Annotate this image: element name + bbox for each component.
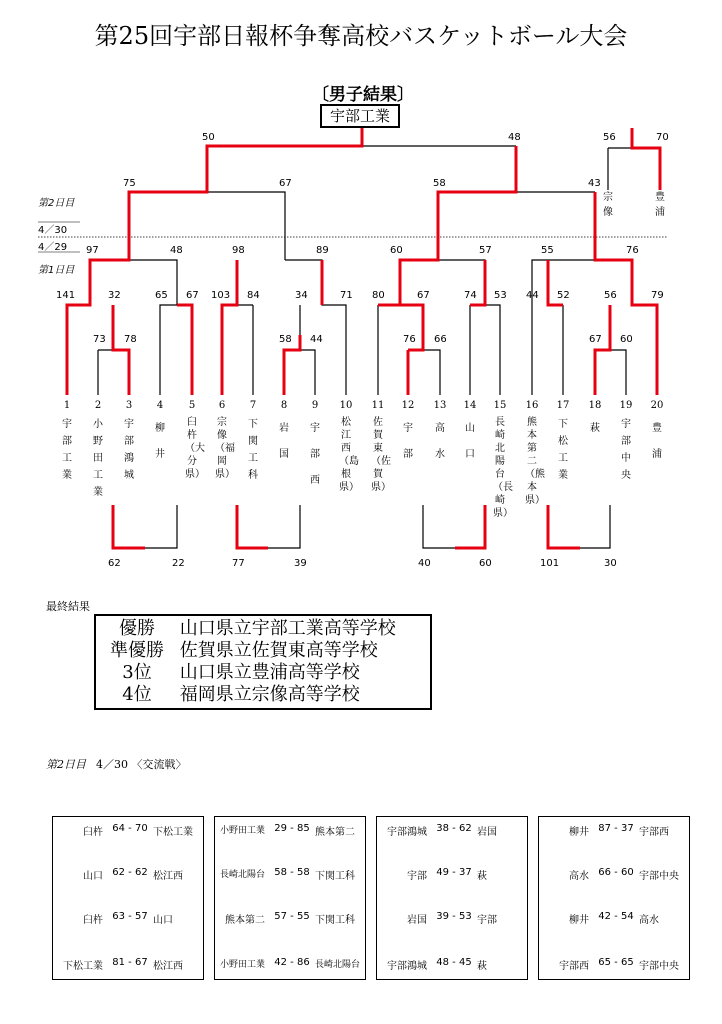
exchange-team: 宇部中央 [639,871,679,882]
exchange-team: 岩国 [407,915,427,926]
score-b-7: 101 [540,558,560,569]
team-number: 3 [125,400,133,411]
score-exhib-right: 70 [656,132,669,143]
score-r2-6: 57 [479,245,492,256]
score-p-3: 58 [279,334,292,345]
score-r1-13: 44 [526,290,539,301]
score-p-6: 66 [434,334,447,345]
exchange-score: 65 - 65 [598,957,634,968]
exchange-team: 山口 [153,915,173,926]
score-r1-4: 67 [186,290,199,301]
exchange-score: 29 - 85 [274,823,310,834]
exchange-team: 小野田工業 [219,960,265,970]
team-name: 臼杵（大分県） [185,417,205,480]
team-name: 松江西（島根県） [339,417,359,493]
exchange-score: 49 - 37 [436,867,472,878]
exchange-team: 宇部中央 [639,961,679,972]
team-number: 14 [463,400,477,411]
team-name: 下関工科 [248,419,258,481]
team-number: 6 [218,400,226,411]
score-qf-a: 75 [123,178,136,189]
score-b-3: 77 [232,558,245,569]
exchange-box [52,816,204,980]
exchange-team: 臼杵 [83,827,103,838]
score-r1-15: 56 [604,290,617,301]
exchange-score: 58 - 58 [274,867,310,878]
exhib-team-left: 宗像 [603,192,613,218]
score-qf-b: 67 [279,178,292,189]
exchange-team: 下松工業 [153,827,193,838]
score-r1-11: 74 [464,290,477,301]
score-b-5: 40 [418,558,431,569]
team-name: 宇部中央 [621,419,631,481]
team-name: 佐賀東（佐賀県） [371,417,391,493]
team-name: 宇部西 [310,423,320,486]
score-r1-5: 103 [211,290,231,301]
score-p-7: 67 [589,334,602,345]
exchange-team: 下関工科 [315,871,355,882]
exchange-box [538,816,690,980]
team-number: 7 [249,400,257,411]
final-school: 佐賀県立佐賀東高等学校 [179,640,378,661]
score-r1-12: 53 [494,290,507,301]
score-r2-3: 98 [232,245,245,256]
score-r2-2: 48 [170,245,183,256]
score-p-1: 73 [93,334,106,345]
team-name: 岩国 [279,423,289,460]
score-p-4: 44 [310,334,323,345]
score-r1-9: 80 [372,290,385,301]
exchange-score: 62 - 62 [112,867,148,878]
team-number: 4 [156,400,164,411]
exchange-team: 萩 [477,961,487,972]
exchange-score: 64 - 70 [112,823,148,834]
score-b-4: 39 [294,558,307,569]
team-number: 11 [371,400,385,411]
team-number: 19 [619,400,633,411]
exchange-score: 38 - 62 [436,823,472,834]
team-name: 豊浦 [652,423,662,460]
exchange-box [214,816,366,980]
team-number: 8 [280,400,288,411]
final-rank: 準優勝 [110,640,164,661]
exchange-score: 81 - 67 [112,957,148,968]
score-exhib-left: 56 [603,132,616,143]
team-name: 高水 [435,423,445,460]
team-number: 10 [339,400,353,411]
final-results-box [94,614,432,710]
exchange-team: 長崎北陽台 [219,870,265,880]
score-r1-7: 34 [295,290,308,301]
team-number: 1 [63,400,71,411]
exchange-team: 柳井 [569,827,589,838]
score-r1-2: 32 [108,290,121,301]
score-r1-1: 141 [56,290,76,301]
score-p-5: 76 [403,334,416,345]
exchange-score: 48 - 45 [436,957,472,968]
score-r2-8: 76 [626,245,639,256]
score-r2-4: 89 [316,245,329,256]
team-number: 5 [188,400,196,411]
final-rank: 4位 [122,684,152,705]
exchange-team: 宇部鴻城 [387,961,427,972]
team-name: 下松工業 [558,419,568,481]
team-name: 宗像（福岡県） [215,417,235,480]
team-number: 2 [94,400,102,411]
team-name: 宇部工業 [62,419,72,481]
score-r1-16: 79 [651,290,664,301]
score-b-2: 22 [172,558,185,569]
team-number: 16 [525,400,539,411]
exchange-team: 下松工業 [63,961,103,972]
exchange-team: 下関工科 [315,915,355,926]
section-subtitle: 〔男子結果〕 [312,85,414,105]
exchange-team: 小野田工業 [219,826,265,836]
score-b-8: 30 [604,558,617,569]
score-b-1: 62 [108,558,121,569]
score-b-6: 60 [479,558,492,569]
team-name: 山口 [465,423,475,460]
exchange-score: 66 - 60 [598,867,634,878]
score-r1-6: 84 [247,290,260,301]
exchange-team: 萩 [477,871,487,882]
day2-tag: 第2日目 [38,198,75,209]
exchange-team: 熊本第二 [315,827,355,838]
exchange-score: 57 - 55 [274,911,310,922]
final-results-label: 最終結果 [46,600,90,613]
day1-tag: 第1日目 [38,265,75,276]
score-r1-3: 65 [155,290,168,301]
team-number: 13 [433,400,447,411]
exchange-team: 長崎北陽台 [315,960,361,970]
final-school: 福岡県立宗像高等学校 [179,684,360,705]
exchange-team: 柳井 [569,915,589,926]
exchange-team: 熊本第二 [225,915,265,926]
winning-path [67,128,660,548]
score-final-left: 50 [202,132,215,143]
champion-box: 宇部工業 [320,104,400,128]
team-name: 熊本第二（熊本県） [525,417,545,506]
day1-date-tag: 4／29 [38,242,68,253]
day2-date-tag: 4／30 [38,225,68,236]
team-name: 萩 [590,423,600,434]
exchange-team: 宇部鴻城 [387,827,427,838]
score-r1-14: 52 [557,290,570,301]
team-number: 17 [556,400,570,411]
score-qf-d: 43 [588,178,601,189]
exchange-score: 42 - 54 [598,911,634,922]
exchange-score: 42 - 86 [274,957,310,968]
exchange-team: 宇部西 [559,961,589,972]
score-final-right: 48 [508,132,521,143]
score-p-8: 60 [620,334,633,345]
team-name: 宇部 [403,423,413,460]
team-number: 12 [401,400,415,411]
exchange-team: 高水 [569,871,589,882]
exchange-team: 高水 [639,915,659,926]
page-title: 第25回宇部日報杯争奪高校バスケットボール大会 [94,22,628,50]
exchange-team: 山口 [83,871,103,882]
final-rank: 優勝 [119,618,155,639]
team-name: 長崎北陽台（長崎県） [493,417,513,519]
score-p-2: 78 [124,334,137,345]
exchange-team: 宇部西 [639,827,669,838]
team-number: 15 [493,400,507,411]
score-r1-8: 71 [340,290,353,301]
exchange-team: 臼杵 [83,915,103,926]
team-number: 20 [650,400,664,411]
final-school: 山口県立宇部工業高等学校 [179,618,396,639]
team-name: 柳井 [155,423,165,460]
exchange-team: 岩国 [477,827,497,838]
score-r1-10: 67 [417,290,430,301]
score-r2-7: 55 [541,245,554,256]
team-name: 小野田工業 [93,419,103,498]
team-number: 18 [588,400,602,411]
final-row [100,662,360,684]
exchange-box [376,816,528,980]
exhib-team-right: 豊浦 [655,192,665,218]
exchange-team: 宇部 [477,915,497,926]
exchange-score: 87 - 37 [598,823,634,834]
final-school: 山口県立豊浦高等学校 [179,662,360,683]
team-name: 宇部鴻城 [124,419,134,481]
final-row [100,640,378,662]
exchange-team: 松江西 [153,961,183,972]
exchange-team: 宇部 [407,871,427,882]
bracket-scores [38,132,669,569]
exchange-date: 4／30 〈交流戦〉 [96,758,187,771]
score-r2-1: 97 [86,245,99,256]
final-row [100,684,360,706]
exchange-score: 39 - 53 [436,911,472,922]
score-qf-c: 58 [433,178,446,189]
exchange-team: 松江西 [153,871,183,882]
score-r2-5: 60 [390,245,403,256]
team-number: 9 [311,400,319,411]
exchange-day-label: 第2日目 [46,758,86,771]
exchange-score: 63 - 57 [112,911,148,922]
final-rank: 3位 [122,662,152,683]
final-row [100,618,396,640]
